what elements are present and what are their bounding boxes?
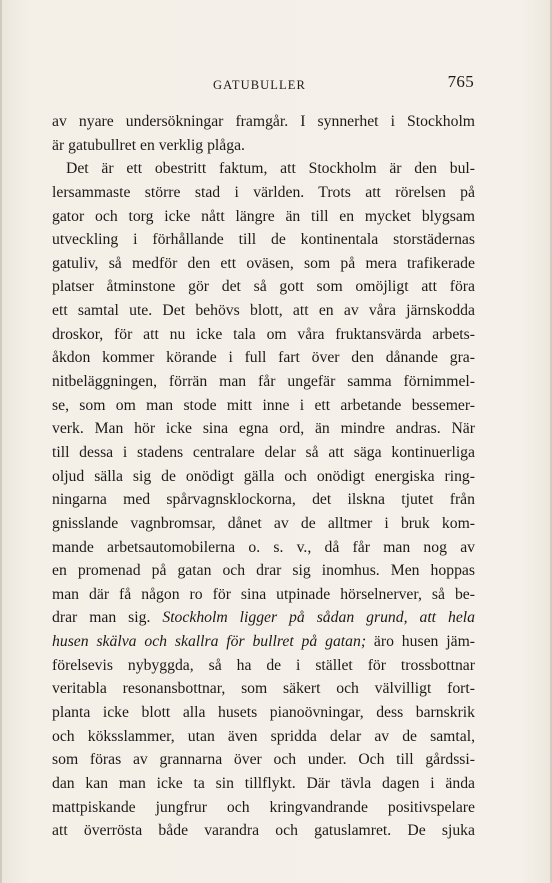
text-line: gnisslande vagnbromsar, dånet av de alltmer i bruk kom- [52, 514, 475, 532]
text-line: verk. Man hör icke sina egna ord, än mindre andras. När [52, 420, 475, 438]
text-line: gator och torg icke nått längre än till en mycket blygsam [52, 207, 475, 225]
text-line: och köksslammer, utan även spridda delar av de samtal, [52, 727, 475, 745]
text-line: se, som om man stode mitt inne i ett arbetande bessemer- [52, 396, 475, 414]
text-line: nitbeläggningen, förrän man får ungefär samma förnimmel- [52, 373, 475, 391]
text-line: att överrösta både varandra och gatuslamret. De sjuka [52, 822, 475, 840]
text-line: av nyare undersökningar framgår. I synnerhet i Stockholm [52, 113, 475, 130]
text-line: utveckling i förhållande till de kontinentala storstädernas [52, 231, 475, 249]
text-line: förelsevis nybyggda, så ha de i stället för trossbottnar [52, 656, 475, 674]
text-line: drar man sig. Stockholm ligger på sådan grund, att hela [52, 609, 475, 627]
text-line: platser åtminstone gör det så gott som omöjligt att föra [52, 278, 475, 296]
text-line: mande arbetsautomobilerna o. s. v., då får man nog av [52, 538, 475, 556]
page-number: 765 [447, 72, 474, 91]
page-edge-left [0, 0, 2, 883]
text-line: till dessa i stadens centralare delar så att säga kontinuerliga [52, 443, 475, 461]
running-head: GATUBULLER [213, 78, 306, 92]
text-line: ningarna med spårvagnsklockorna, det ilskna tjutet från [52, 491, 475, 509]
text-line: husen skälva och skallra för bullret på gatan; äro husen jäm- [52, 633, 475, 651]
page-header [52, 70, 472, 100]
text-line: ett samtal ute. Det behövs blott, att en av våra järnskodda [52, 302, 475, 320]
text-line: åkdon kommer körande i full fart över den dånande gra- [52, 349, 475, 367]
text-line: droskor, för att nu icke tala om våra fruktansvärda arbets- [52, 325, 475, 343]
text-line: en promenad på gatan och drar sig inomhus. Men hoppas [52, 562, 475, 580]
text-line: man där få någon ro för sina utpinade hörselnerver, så be- [52, 585, 475, 603]
text-line: planta icke blott alla husets pianoövningar, dess barnskrik [52, 704, 475, 722]
text-line: som föras av grannarna över och under. Och till gårdssi- [52, 751, 475, 769]
text-line: är gatubullret en verklig plåga. [52, 136, 245, 154]
body-text [52, 110, 475, 843]
text-line: gatuliv, så medför den ett oväsen, som på mera trafikerade [52, 254, 475, 272]
text-line: lersammaste större stad i världen. Trots att rörelsen på [52, 183, 475, 201]
text-line: veritabla resonansbottnar, som säkert och välvilligt fort- [52, 680, 475, 698]
text-line: mattpiskande jungfrur och kringvandrande positivspelare [52, 798, 475, 816]
text-line: Det är ett obestritt faktum, att Stockholm är den bul- [66, 160, 475, 178]
text-line: dan kan man icke ta sin tillflykt. Där tävla dagen i ända [52, 774, 475, 792]
text-line: oljud sälla sig de onödigt gälla och onödigt energiska ring- [52, 467, 475, 485]
